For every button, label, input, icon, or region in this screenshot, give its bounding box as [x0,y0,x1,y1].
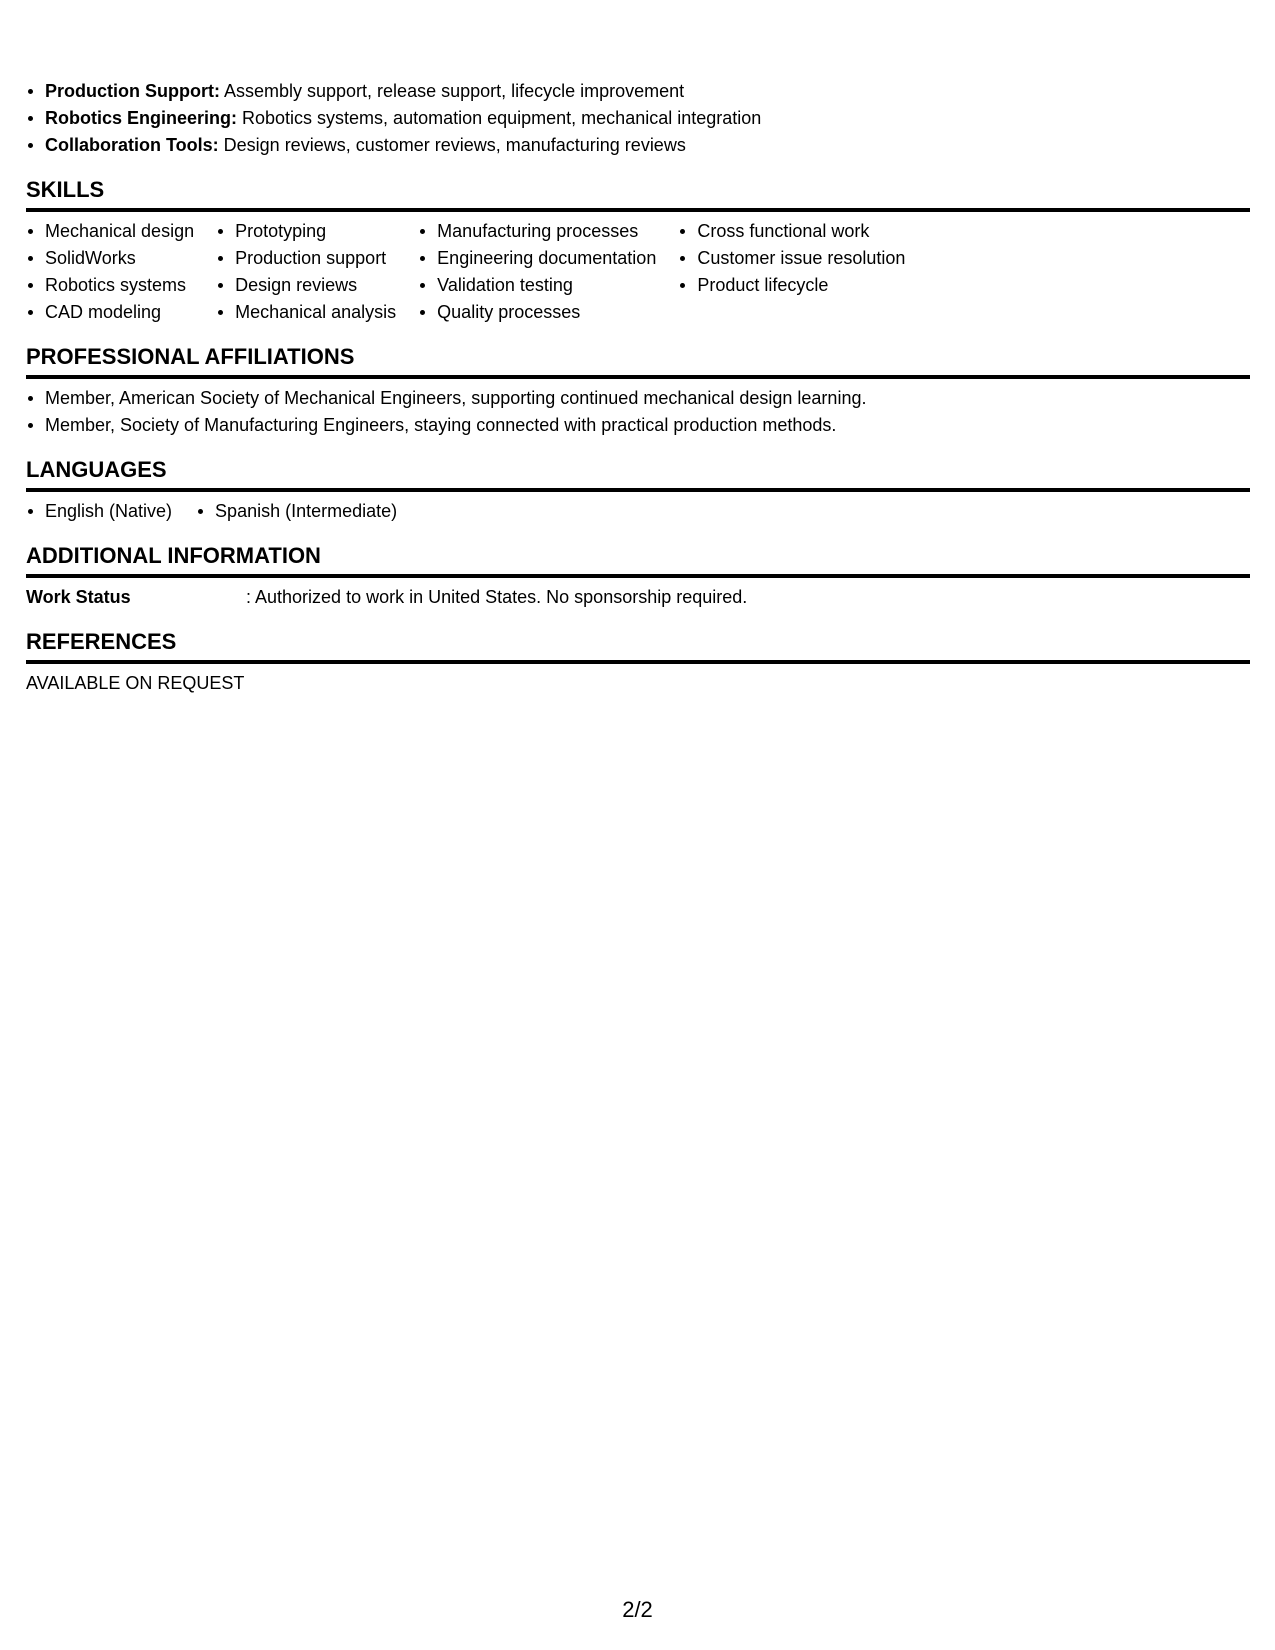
page-number: 2/2 [622,1597,653,1622]
skill-item: SolidWorks [26,245,194,272]
list-item [26,132,1250,159]
item-label: Production Support: [45,81,220,101]
languages-heading: LANGUAGES [26,456,1250,492]
skills-column [26,218,194,326]
item-label: Robotics Engineering: [45,108,238,128]
skills-column [678,218,905,326]
language-item: English (Native) [26,498,172,525]
languages-list [26,498,1250,525]
expertise-list [26,78,1250,159]
skill-item: Mechanical analysis [216,299,396,326]
list-item [26,78,1250,105]
affiliation-item: Member, Society of Manufacturing Engineers, staying connected with practical production methods. [26,412,1250,439]
skill-item: Engineering documentation [418,245,656,272]
skill-item: Robotics systems [26,272,194,299]
skills-column [216,218,396,326]
item-text: Assembly support, release support, lifecycle improvement [219,81,685,101]
skill-item: Mechanical design [26,218,194,245]
skill-item: Prototyping [216,218,396,245]
skill-item: Customer issue resolution [678,245,905,272]
work-status-value: : Authorized to work in United States. No sponsorship required. [246,587,748,607]
skill-item: Quality processes [418,299,656,326]
item-label: Collaboration Tools: [45,135,219,155]
skills-column [418,218,656,326]
item-text: Design reviews, customer reviews, manufacturing reviews [218,135,686,155]
skill-item: Manufacturing processes [418,218,656,245]
affiliations-heading: PROFESSIONAL AFFILIATIONS [26,343,1250,379]
item-text: Robotics systems, automation equipment, mechanical integration [237,108,762,128]
references-heading: REFERENCES [26,628,1250,664]
affiliations-list [26,385,1250,439]
additional-info-heading: ADDITIONAL INFORMATION [26,542,1250,578]
work-status-row [26,584,1250,611]
work-status-label: Work Status [26,587,131,607]
skill-item: Product lifecycle [678,272,905,299]
skill-item: Validation testing [418,272,656,299]
skill-item: CAD modeling [26,299,194,326]
skills-grid [26,218,1250,326]
list-item [26,105,1250,132]
language-item: Spanish (Intermediate) [196,498,397,525]
skill-item: Cross functional work [678,218,905,245]
skill-item: Production support [216,245,396,272]
affiliation-item: Member, American Society of Mechanical Engineers, supporting continued mechanical design learning. [26,385,1250,412]
resume-page [26,78,1250,697]
skill-item: Design reviews [216,272,396,299]
skills-heading: SKILLS [26,176,1250,212]
references-text: AVAILABLE ON REQUEST [26,673,245,693]
